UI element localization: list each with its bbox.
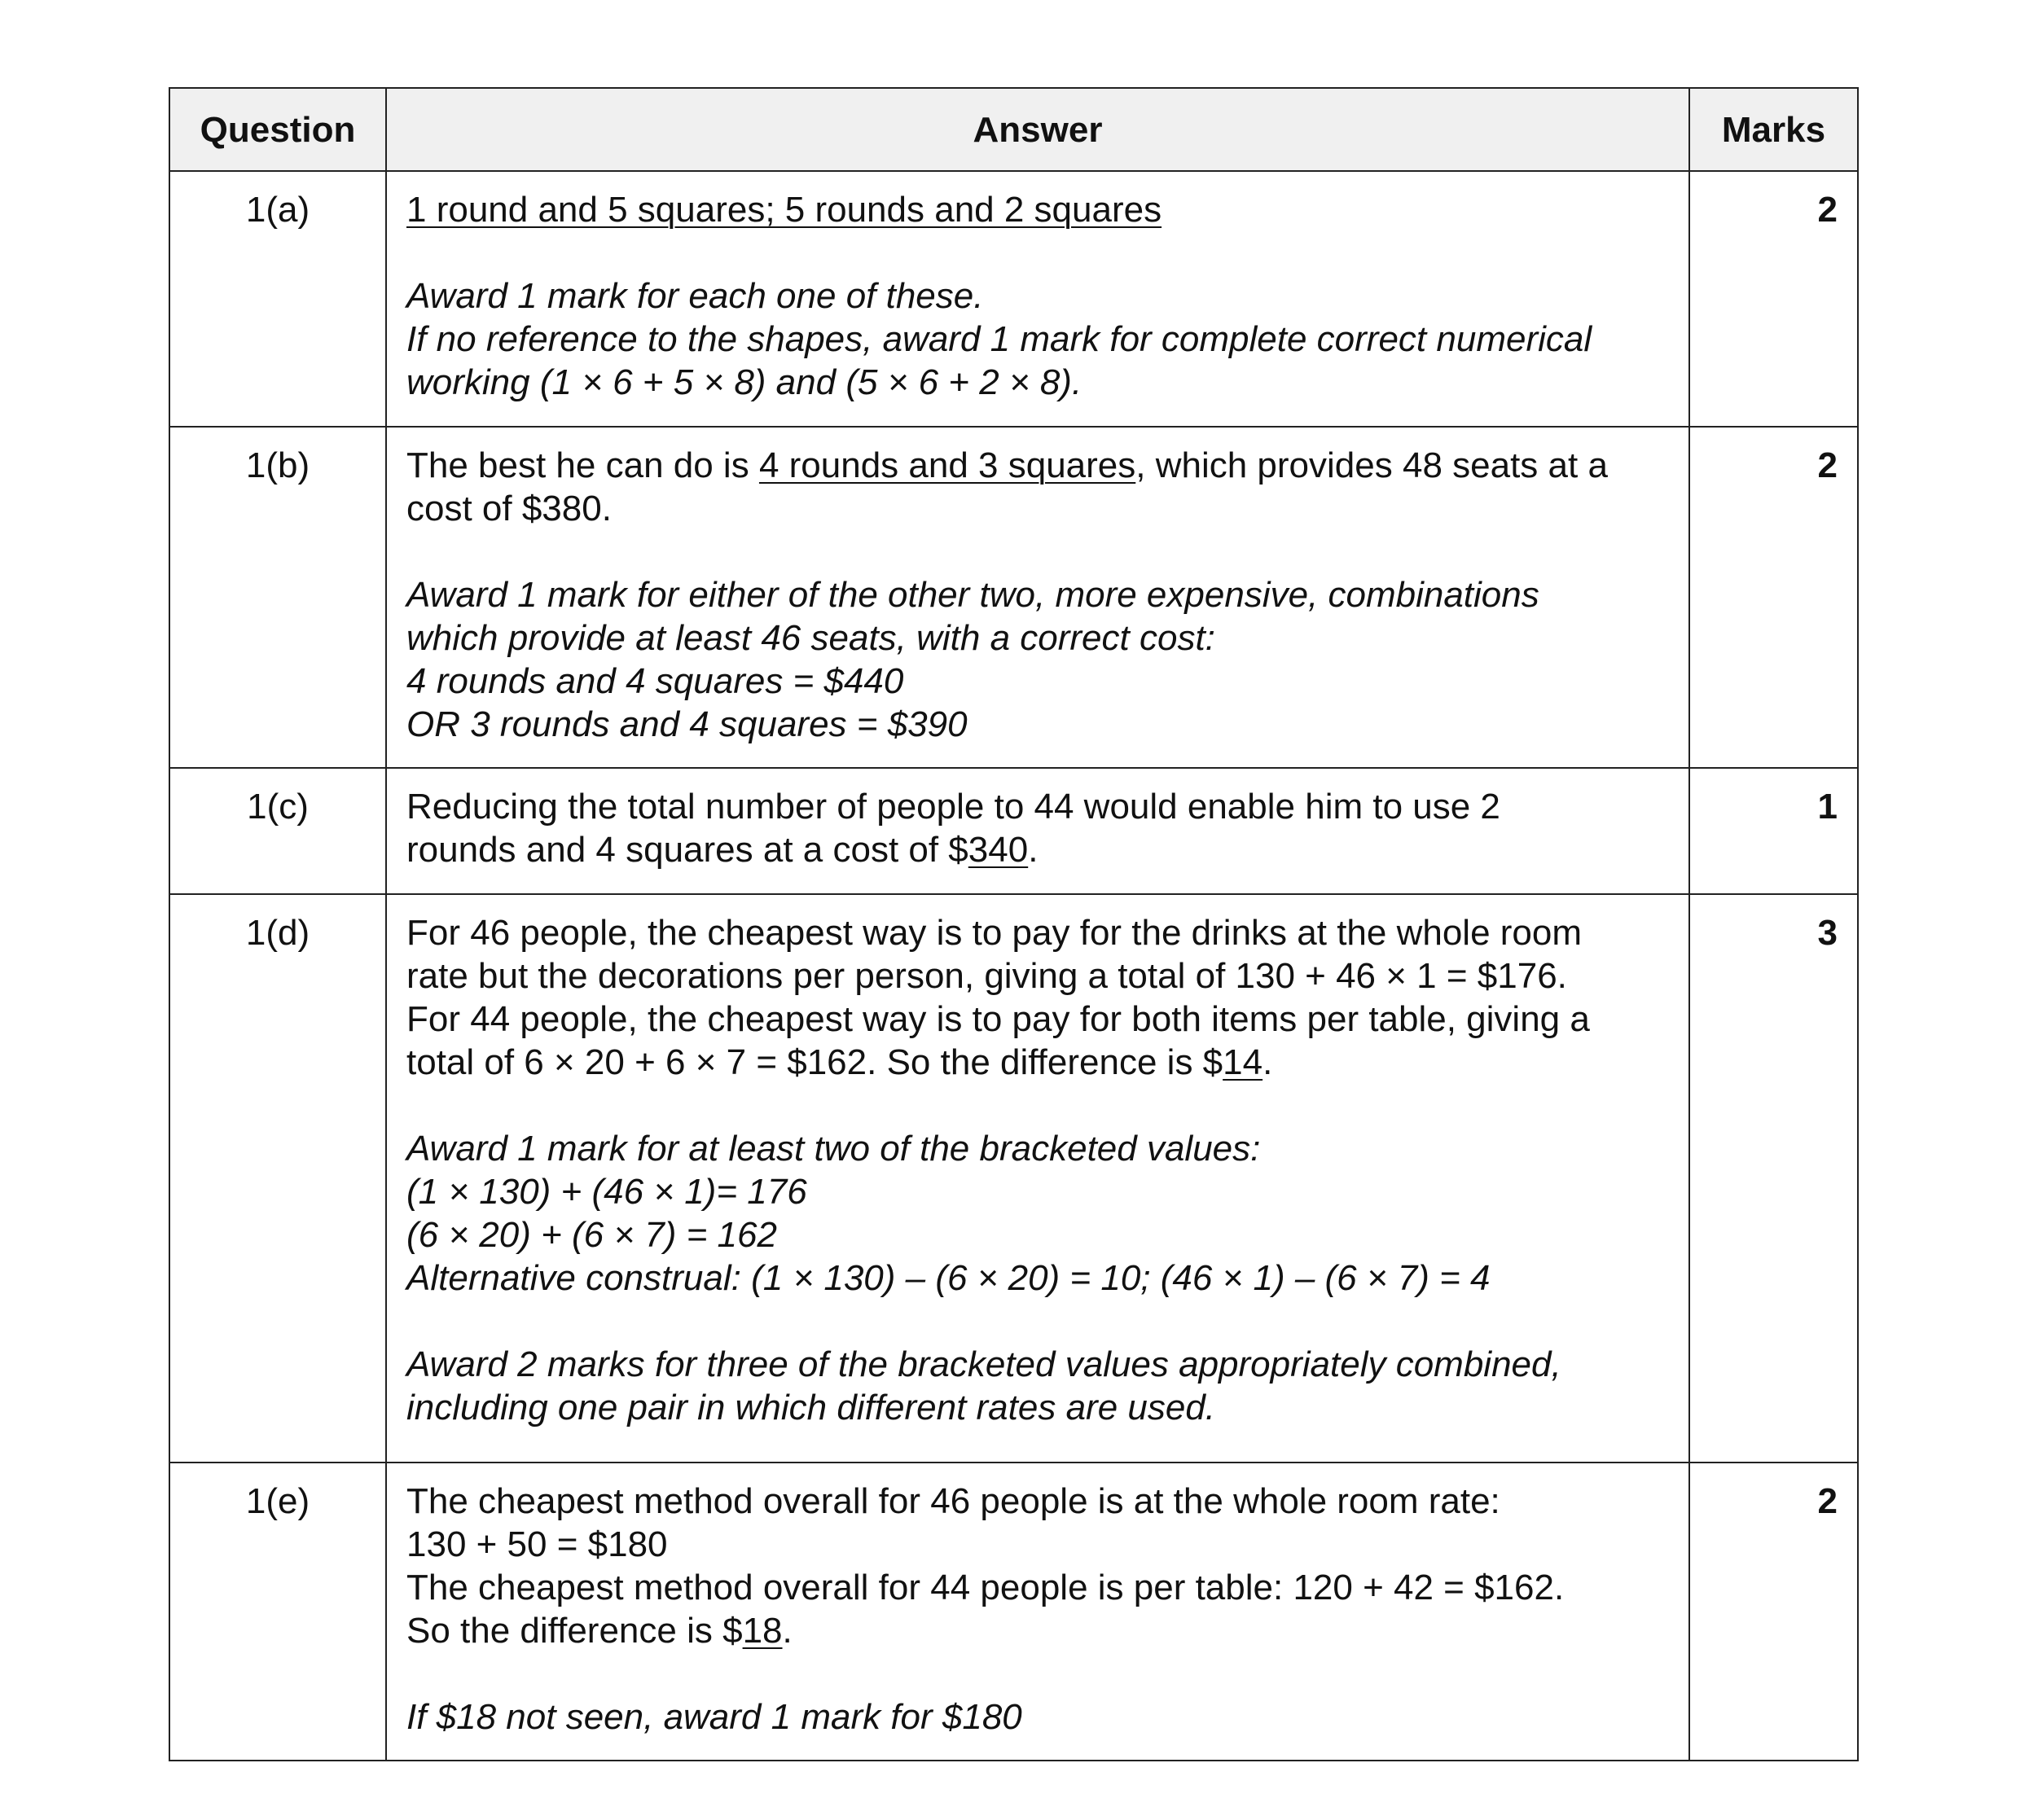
answer-line: For 46 people, the cheapest way is to pay for the drinks at the whole room	[406, 913, 1583, 953]
answer-text: rounds and 4 squares at a cost of $	[406, 830, 968, 870]
marks-cell: 2	[1689, 171, 1858, 427]
table-row	[169, 171, 1858, 427]
answer-line	[406, 1609, 1669, 1652]
marks-cell: 1	[1689, 768, 1858, 894]
question-cell: 1(d)	[169, 894, 386, 1463]
answer-cell	[386, 768, 1689, 894]
answer-text: .	[782, 1611, 793, 1651]
answer-key-text: 18	[742, 1611, 783, 1651]
guidance-line: Award 1 mark for either of the other two, more expensive, combinations	[406, 575, 1539, 615]
answer-text: total of 6 × 20 + 6 × 7 = $162. So the difference is $	[406, 1042, 1223, 1082]
answer-line	[406, 1041, 1669, 1084]
guidance-line: (1 × 130) + (46 × 1)= 176	[406, 1172, 807, 1212]
guidance-line: Award 1 mark for each one of these.	[406, 276, 984, 316]
guidance-line: 4 rounds and 4 squares = $440	[406, 661, 904, 701]
answer-text: , which provides 48 seats at a	[1135, 445, 1608, 485]
guidance-line: Award 2 marks for three of the bracketed values appropriately combined,	[406, 1344, 1561, 1384]
answer-key-text: 340	[968, 830, 1029, 870]
marks-cell: 3	[1689, 894, 1858, 1463]
guidance-line: Alternative construal: (1 × 130) – (6 × 20) = 10; (46 × 1) – (6 × 7) = 4	[406, 1258, 1491, 1298]
answer-cell	[386, 171, 1689, 427]
answer-line: Reducing the total number of people to 44 would enable him to use 2	[406, 787, 1500, 827]
answer-line: The cheapest method overall for 44 people is per table: 120 + 42 = $162.	[406, 1568, 1565, 1607]
answer-line: 130 + 50 = $180	[406, 1524, 668, 1564]
answer-line: cost of $380.	[406, 489, 612, 528]
header-question: Question	[169, 88, 386, 171]
guidance-line: OR 3 rounds and 4 squares = $390	[406, 704, 968, 744]
answer-text: .	[1262, 1042, 1273, 1082]
answer-key-text: 14	[1223, 1042, 1263, 1082]
table-row	[169, 768, 1858, 894]
marks-cell: 2	[1689, 1463, 1858, 1761]
header-answer: Answer	[386, 88, 1689, 171]
question-cell: 1(e)	[169, 1463, 386, 1761]
answer-text: The best he can do is	[406, 445, 759, 485]
answer-text: So the difference is $	[406, 1611, 743, 1651]
answer-line: 1 round and 5 squares; 5 rounds and 2 squares	[406, 190, 1162, 230]
question-cell: 1(b)	[169, 427, 386, 768]
answer-cell	[386, 894, 1689, 1463]
guidance-line: which provide at least 46 seats, with a correct cost:	[406, 618, 1215, 658]
answer-cell	[386, 1463, 1689, 1761]
header-marks: Marks	[1689, 88, 1858, 171]
guidance-line: If no reference to the shapes, award 1 mark for complete correct numerical	[406, 319, 1592, 359]
marks-cell: 2	[1689, 427, 1858, 768]
guidance-line: If $18 not seen, award 1 mark for $180	[406, 1697, 1022, 1737]
header-row	[169, 88, 1858, 171]
guidance-line: including one pair in which different rates are used.	[406, 1388, 1216, 1427]
mark-scheme-table	[169, 87, 1859, 1761]
answer-line: rate but the decorations per person, giving a total of 130 + 46 × 1 = $176.	[406, 956, 1567, 996]
table-row	[169, 427, 1858, 768]
answer-cell	[386, 427, 1689, 768]
guidance-line: Award 1 mark for at least two of the bracketed values:	[406, 1129, 1261, 1169]
question-cell: 1(c)	[169, 768, 386, 894]
table-row	[169, 894, 1858, 1463]
guidance-line: working (1 × 6 + 5 × 8) and (5 × 6 + 2 × 8).	[406, 362, 1082, 402]
answer-line	[406, 828, 1669, 871]
guidance-line: (6 × 20) + (6 × 7) = 162	[406, 1215, 777, 1255]
answer-line: The cheapest method overall for 46 people is at the whole room rate:	[406, 1481, 1500, 1521]
answer-key-text: 4 rounds and 3 squares	[758, 445, 1136, 485]
table-row	[169, 1463, 1858, 1761]
question-cell: 1(a)	[169, 171, 386, 427]
answer-line	[406, 444, 1669, 487]
answer-line: For 44 people, the cheapest way is to pay for both items per table, giving a	[406, 999, 1590, 1039]
answer-text: .	[1028, 830, 1039, 870]
